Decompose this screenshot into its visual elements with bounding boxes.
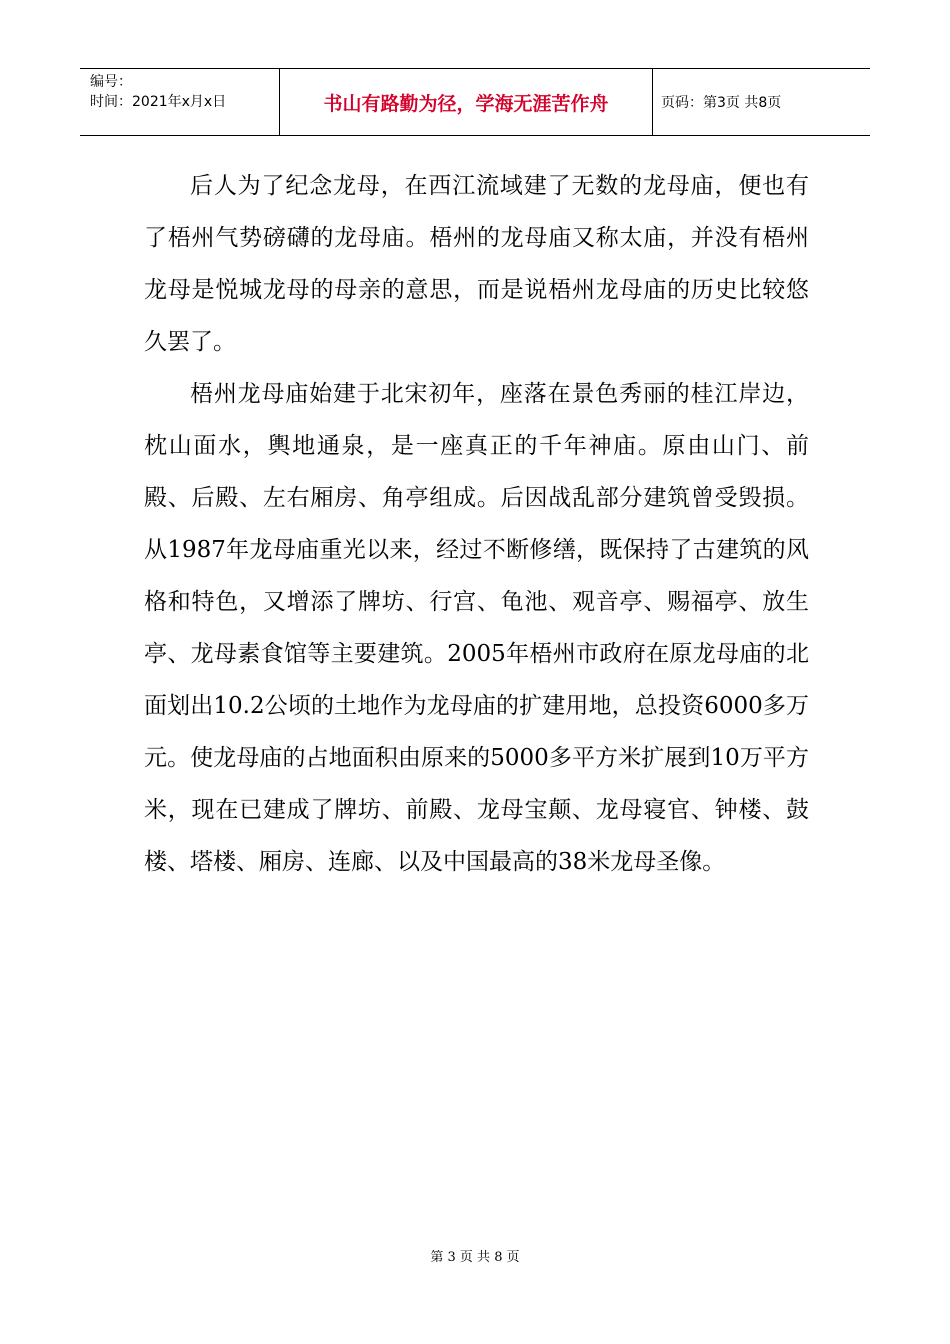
paragraph: 梧州龙母庙始建于北宋初年，座落在景色秀丽的桂江岸边，枕山面水，輿地通泉，是一座真正的千年神庙。原由山门、前殿、后殿、左右厢房、角亭组成。后因战乱部分建筑曾受毁损。从1987年龙母庙重光以来，经过不断修缮，既保持了古建筑的风格和特色，又增添了牌坊、行宫、龟池、观音亭、赐福亭、放生亭、龙母素食馆等主要建筑。2005年梧州市政府在原龙母庙的北面划出10.2公顷的土地作为龙母庙的扩建用地，总投资6000多万元。使龙母庙的占地面积由原来的5000多平方米扩展到10万平方米，现在已建成了牌坊、前殿、龙母宝颠、龙母寝官、钟楼、鼓楼、塔楼、厢房、连廊、以及中国最高的38米龙母圣像。 xyxy=(144,381,809,875)
header-page-info: 页码：第3页 共8页 xyxy=(661,95,782,111)
header-motto: 书山有路勤为径，学海无涯苦作舟 xyxy=(280,69,653,135)
document-body xyxy=(144,160,809,888)
header-meta xyxy=(80,69,280,135)
document-number-label: 编号： xyxy=(90,74,132,90)
page-header xyxy=(80,68,870,136)
paragraph: 后人为了纪念龙母，在西江流域建了无数的龙母庙，便也有了梧州气势磅礴的龙母庙。梧州的龙母庙又称太庙，并没有梧州龙母是悦城龙母的母亲的意思，而是说梧州龙母庙的历史比较悠久罢了。 xyxy=(144,173,809,355)
document-time-label: 时间：2021年x月x日 xyxy=(90,94,227,110)
page-footer: 第 3 页 共 8 页 xyxy=(430,1250,520,1265)
